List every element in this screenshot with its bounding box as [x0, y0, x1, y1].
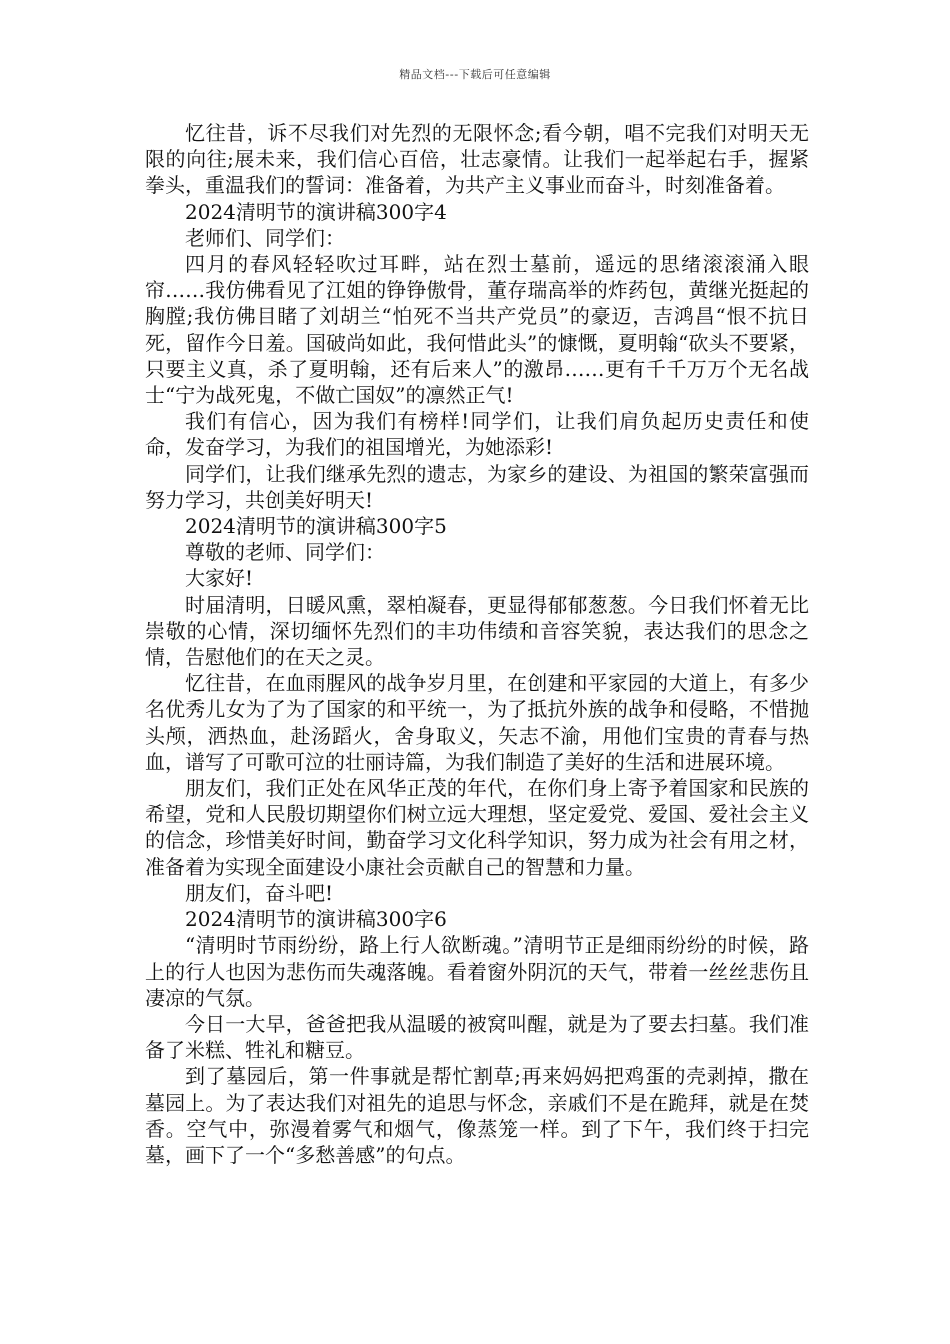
paragraph: 我们有信心，因为我们有榜样!同学们，让我们肩负起历史责任和使命，发奋学习，为我们的祖国增光，为她添彩! [145, 409, 809, 460]
paragraph: “清明时节雨纷纷，路上行人欲断魂。”清明节正是细雨纷纷的时候，路上的行人也因为悲伤而失魂落魄。看着窗外阴沉的天气，带着一丝丝悲伤且凄凉的气氛。 [145, 933, 809, 1010]
paragraph: 今日一大早，爸爸把我从温暖的被窝叫醒，就是为了要去扫墓。我们准备了米糕、牲礼和糖豆。 [145, 1011, 809, 1063]
salutation: 尊敬的老师、同学们： [185, 540, 385, 565]
paragraph: 朋友们，奋斗吧! [185, 880, 334, 905]
paragraph: 忆往昔，诉不尽我们对先烈的无限怀念;看今朝，唱不完我们对明天无限的向往;展未来，我们信心百倍，壮志豪情。让我们一起举起右手，握紧拳头，重温我们的誓词：准备着，为共产主义事业而奋斗，时刻准备着。 [145, 121, 809, 198]
paragraph: 忆往昔，在血雨腥风的战争岁月里，在创建和平家园的大道上，有多少名优秀儿女为了为了国家的和平统一，为了抵抗外族的战争和侵略，不惜抛头颅，洒热血，赴汤蹈火，舍身取义，矢志不渝，用他们宝贵的青春与热血，谱写了可歌可泣的壮丽诗篇，为我们制造了美好的生活和进展环境。 [145, 671, 809, 774]
paragraph: 朋友们，我们正处在风华正茂的年代，在你们身上寄予着国家和民族的希望，党和人民殷切期望你们树立远大理想，坚定爱党、爱国、爱社会主义的信念，珍惜美好时间，勤奋学习文化科学知识，努力成为社会有用之材，准备着为实现全面建设小康社会贡献自己的智慧和力量。 [145, 776, 809, 879]
paragraph: 四月的春风轻轻吹过耳畔，站在烈士墓前，遥远的思绪滚滚涌入眼帘……我仿佛看见了江姐的铮铮傲骨，董存瑞高举的炸药包，黄继光挺起的胸膛;我仿佛目睹了刘胡兰“怕死不当共产党员”的豪迈，吉鸿昌“恨不抗日死，留作今日羞。国破尚如此，我何惜此头”的慷慨，夏明翰“砍头不要紧，只要主义真，杀了夏明翰，还有后来人”的激昂……更有千千万万个无名战士“宁为战死鬼，不做亡国奴”的凛然正气! [145, 252, 809, 408]
paragraph: 到了墓园后，第一件事就是帮忙割草;再来妈妈把鸡蛋的壳剥掉，撒在墓园上。为了表达我们对祖先的追思与怀念，亲戚们不是在跪拜，就是在焚香。空气中，弥漫着雾气和烟气，像蒸笼一样。到了下午，我们终于扫完墓，画下了一个“多愁善感”的句点。 [145, 1064, 809, 1167]
greeting: 大家好! [185, 566, 254, 591]
section-heading: 2024清明节的演讲稿300字4 [185, 199, 447, 224]
section-heading: 2024清明节的演讲稿300字6 [185, 907, 447, 932]
paragraph: 时届清明，日暖风熏，翠柏凝春，更显得郁郁葱葱。今日我们怀着无比崇敬的心情，深切缅怀先烈们的丰功伟绩和音容笑貌，表达我们的思念之情，告慰他们的在天之灵。 [145, 592, 809, 670]
salutation: 老师们、同学们： [185, 225, 345, 250]
section-heading: 2024清明节的演讲稿300字5 [185, 514, 447, 539]
paragraph: 同学们，让我们继承先烈的遗志，为家乡的建设、为祖国的繁荣富强而努力学习，共创美好明天! [145, 461, 809, 512]
document-body [145, 120, 809, 1168]
page-header: 精品文档---下载后可任意编辑 [399, 68, 551, 81]
